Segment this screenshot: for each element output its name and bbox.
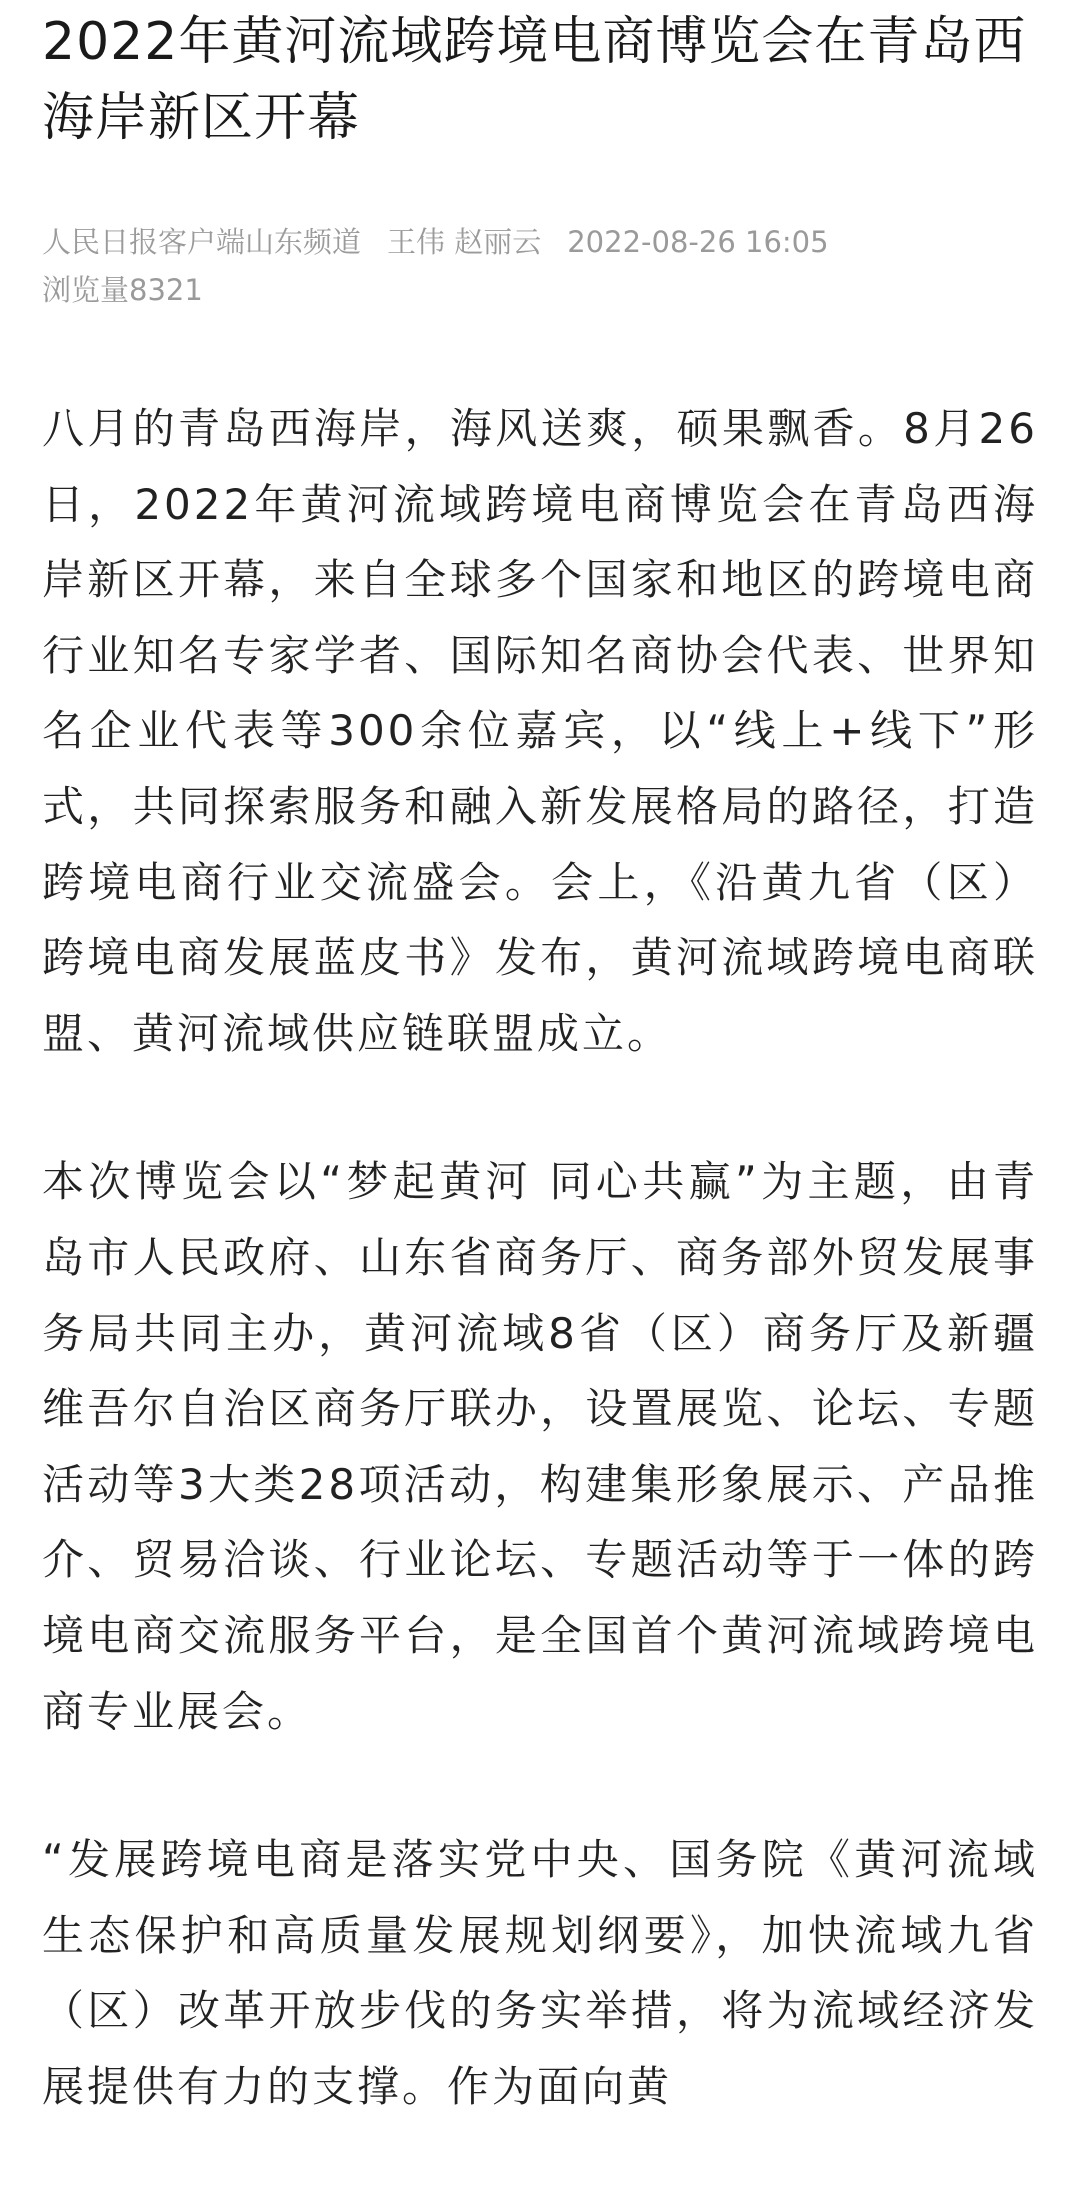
- article-source[interactable]: 人民日报客户端山东频道: [42, 225, 362, 259]
- article-views: 浏览量8321: [42, 273, 203, 307]
- article-meta: [42, 218, 1038, 314]
- article-paragraph: 八月的青岛西海岸，海风送爽，硕果飘香。8月26日，2022年黄河流域跨境电商博览会在青岛西海岸新区开幕，来自全球多个国家和地区的跨境电商行业知名专家学者、国际知名商协会代表、世界知名企业代表等300余位嘉宾，以“线上+线下”形式，共同探索服务和融入新发展格局的路径，打造跨境电商行业交流盛会。会上，《沿黄九省（区）跨境电商发展蓝皮书》发布，黄河流域跨境电商联盟、黄河流域供应链联盟成立。: [42, 404, 1038, 1058]
- article-paragraph: 本次博览会以“梦起黄河 同心共赢”为主题，由青岛市人民政府、山东省商务厅、商务部外贸发展事务局共同主办，黄河流域8省（区）商务厅及新疆维吾尔自治区商务厅联办，设置展览、论坛、专题活动等3大类28项活动，构建集形象展示、产品推介、贸易洽谈、行业论坛、专题活动等于一体的跨境电商交流服务平台，是全国首个黄河流域跨境电商专业展会。: [42, 1157, 1038, 1736]
- article-authors: 王伟 赵丽云: [387, 225, 542, 259]
- article-datetime: 2022-08-26 16:05: [567, 225, 829, 259]
- article-body: [42, 391, 1038, 2124]
- article-paragraph: “发展跨境电商是落实党中央、国务院《黄河流域生态保护和高质量发展规划纲要》，加快流域九省（区）改革开放步伐的务实举措，将为流域经济发展提供有力的支撑。作为面向黄: [42, 1835, 1038, 2111]
- meta-line: [42, 218, 1038, 266]
- article: [42, 0, 1038, 2197]
- article-title: 2022年黄河流域跨境电商博览会在青岛西海岸新区开幕: [42, 12, 1027, 148]
